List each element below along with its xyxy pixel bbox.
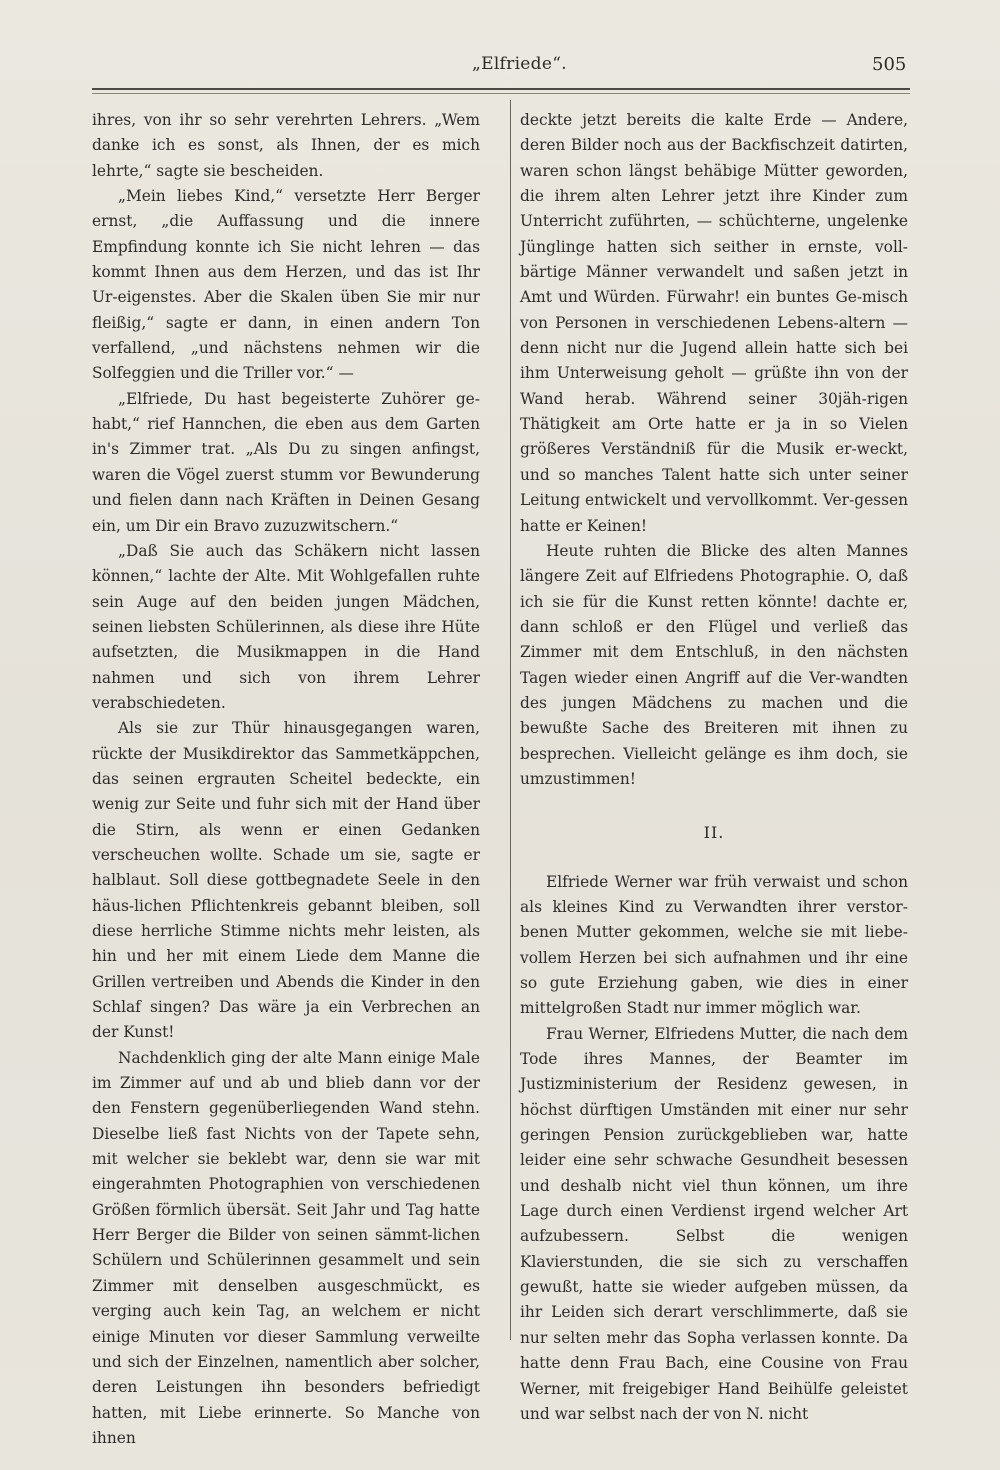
paragraph: Frau Werner, Elfriedens Mutter, die nach dem Tode ihres Mannes, der Beamter im Justizministerium der Residenz gewesen, in höchst dürftigen Umständen mit einer nur sehr geringen Pension zurückgeblieben war, hatte leider eine sehr schwache Gesundheit besessen und deshalb nicht viel thun können, um ihre Lage durch einen Verdienst irgend welcher Art aufzubessern. Selbst die wenigen Klavierstunden, die sie sich zu verschaffen gewußt, hatte sie wieder aufgeben müssen, da ihr Leiden sich derart verschlimmerte, daß sie nur selten mehr das Sopha verlassen konnte. Da hatte denn Frau Bach, eine Cousine von Frau Werner, mit freigebiger Hand Beihülfe geleistet und war selbst nach der von N. nicht	[520, 1024, 908, 1423]
column-divider	[510, 100, 511, 1340]
paragraph: „Daß Sie auch das Schäkern nicht lassen können,“ lachte der Alte. Mit Wohlgefallen ruhte sein Auge auf den beiden jungen Mädchen, seinen liebsten Schülerinnen, als diese ihre Hüte aufsetzten, die Musikmappen in die Hand nahmen und sich von ihrem Lehrer verabschiedeten.	[92, 541, 480, 712]
paragraph: „Elfriede, Du hast begeisterte Zuhörer ge-habt,“ rief Hannchen, die eben aus dem Garten in's Zimmer trat. „Als Du zu singen anfingst, waren die Vögel zuerst stumm vor Bewunderung und fielen dann nach Kräften in Deinen Gesang ein, um Dir ein Bravo zuzuzwitschern.“	[92, 389, 480, 535]
paragraph: ihres, von ihr so sehr verehrten Lehrers. „Wem danke ich es sonst, als Ihnen, der es mich lehrte,“ sagte sie bescheiden.	[92, 111, 480, 180]
left-column	[92, 108, 480, 1451]
running-title: „Elfriede“.	[472, 54, 567, 74]
paragraph: Elfriede Werner war früh verwaist und schon als kleines Kind zu Verwandten ihrer verstor-benen Mutter gekommen, welche sie mit liebe-vollem Herzen bei sich aufnahmen und ihr eine so gute Erziehung gaben, wie dies in einer mittelgroßen Stadt nur immer möglich war.	[520, 872, 908, 1018]
paragraph: deckte jetzt bereits die kalte Erde — Andere, deren Bilder noch aus der Backfischzeit datirten, waren schon längst behäbige Mütter geworden, die ihrem alten Lehrer jetzt ihre Kinder zum Unterricht zuführten, — schüchterne, ungelenke Jünglinge hatten sich seither in ernste, voll-bärtige Männer verwandelt und saßen jetzt in Amt und Würden. Fürwahr! ein buntes Ge-misch von Personen in verschiedenen Lebens-altern — denn nicht nur die Jugend allein hatte sich bei ihm Unterweisung geholt — grüßte ihn von der Wand herab. Während seiner 30jäh-rigen Thätigkeit am Orte hatte er ja in so Vielen größeres Verständniß für die Musik er-weckt, und so manches Talent hatte sich unter seiner Leitung entwickelt und vervollkommt. Ver-gessen hatte er Keinen!	[520, 111, 908, 535]
header-rule	[92, 88, 910, 90]
paragraph: Nachdenklich ging der alte Mann einige Male im Zimmer auf und ab und blieb dann vor der den Fenstern gegenüberliegenden Wand stehn. Dieselbe ließ fast Nichts von der Tapete sehn, mit welcher sie beklebt war, denn sie war mit eingerahmten Photographien von verschiedenen Größen förmlich übersät. Seit Jahr und Tag hatte Herr Berger die Bilder von seinen sämmt-lichen Schülern und Schülerinnen gesammelt und sein Zimmer mit denselben ausgeschmückt, es verging auch kein Tag, an welchem er nicht einige Minuten vor dieser Sammlung verweilte und sich der Einzelnen, namentlich aber solcher, deren Leistungen ihn besonders befriedigt hatten, mit Liebe erinnerte. So Manche von ihnen	[92, 1048, 480, 1447]
page-number: 505	[872, 54, 907, 75]
header-rule-thin	[92, 93, 910, 94]
paragraph: Heute ruhten die Blicke des alten Mannes längere Zeit auf Elfriedens Photographie. O, daß ich sie für die Kunst retten könnte! dachte er, dann schloß er den Flügel und verließ das Zimmer mit dem Entschluß, in den nächsten Tagen wieder einen Angriff auf die Ver-wandten des jungen Mädchens zu machen und die bewußte Sache des Breiteren mit ihnen zu besprechen. Vielleicht gelänge es ihm doch, sie umzustimmen!	[520, 541, 908, 788]
right-column	[520, 108, 908, 1427]
section-heading: II.	[703, 823, 725, 843]
running-head	[0, 50, 1000, 80]
paragraph: „Mein liebes Kind,“ versetzte Herr Berger ernst, „die Auffassung und die innere Empfindung konnte ich Sie nicht lehren — das kommt Ihnen aus dem Herzen, und das ist Ihr Ur-eigenstes. Aber die Skalen üben Sie mir nur fleißig,“ sagte er dann, in einen andern Ton verfallend, „und nächstens nehmen wir die Solfeggien und die Triller vor.“ —	[92, 187, 480, 383]
paragraph: Als sie zur Thür hinausgegangen waren, rückte der Musikdirektor das Sammetkäppchen, das seinen ergrauten Scheitel bedeckte, ein wenig zur Seite und fuhr sich mit der Hand über die Stirn, als wenn er einen Gedanken verscheuchen wollte. Schade um sie, sagte er halblaut. Soll diese gottbegnadete Seele in den häus-lichen Pflichtenkreis gebannt bleiben, soll diese herrliche Stimme nichts mehr leisten, als hin und her mit einem Liede dem Manne die Grillen vertreiben und Abends die Kinder in den Schlaf singen? Das wäre ja ein Verbrechen an der Kunst!	[92, 719, 480, 1042]
